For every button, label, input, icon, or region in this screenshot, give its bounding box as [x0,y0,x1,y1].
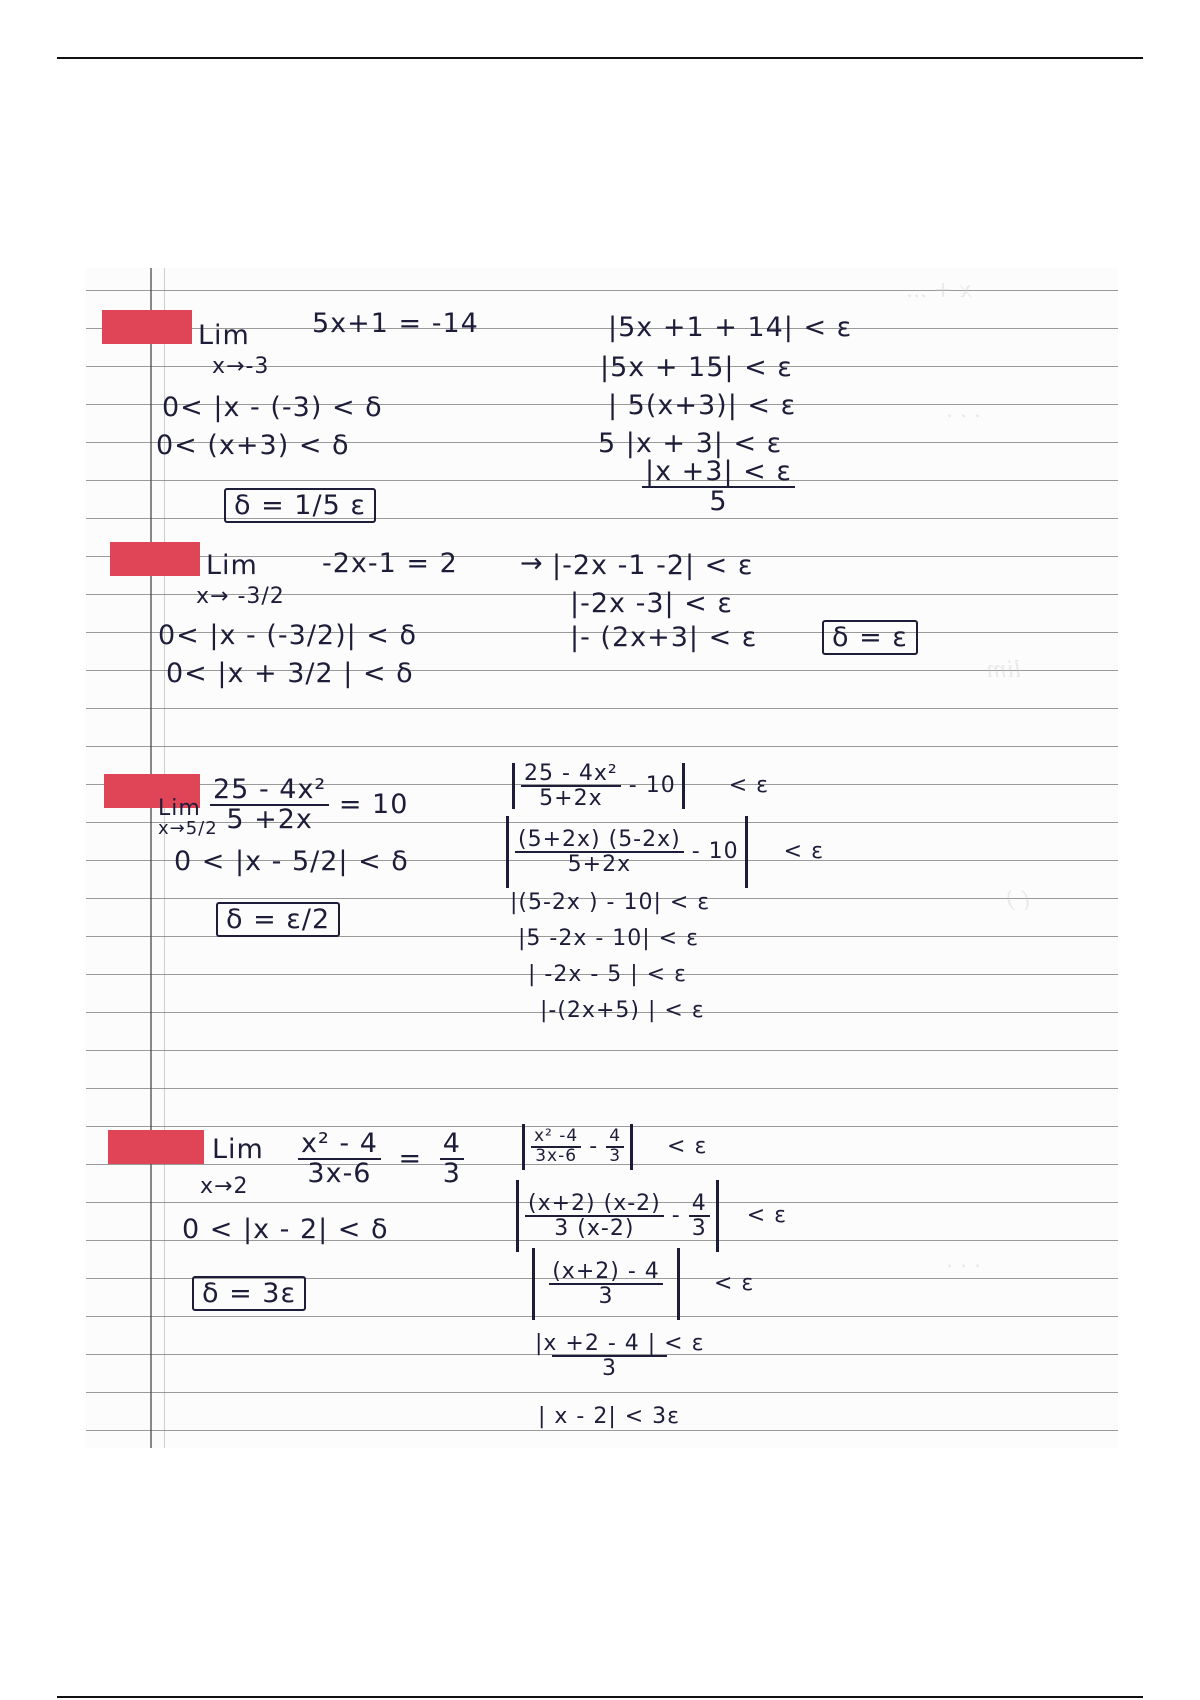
ruled-line [86,746,1118,747]
p4-answer-box: δ = 3ε [192,1276,306,1311]
abs-bar [532,1248,535,1320]
p3-approach: x→5/2 [158,818,218,839]
p3-right-step-3: |(5-2x ) - 10| < ε [510,890,711,915]
notebook-page-photo [86,268,1118,1448]
p2-lim: Lim [206,550,258,581]
abs-bar [522,1124,525,1170]
p3-r2-tail: - 10 [691,839,739,864]
p4-right-step-1 [516,1124,707,1170]
p4-r1-denominator: 3x-6 [535,1146,578,1166]
problem-4-tab [108,1130,204,1164]
p4-r2-numerator: (x+2) (x-2) [525,1192,664,1217]
p1-answer-box: δ = 1/5 ε [224,488,376,523]
p4-r1-minus: - [589,1134,599,1159]
ruled-line [86,1392,1118,1393]
problem-2-tab [110,542,200,576]
p3-r2-numerator: (5+2x) (5-2x) [515,828,684,853]
p4-r3-relation: < ε [714,1271,755,1296]
p1-right-step-5 [642,458,795,517]
problem-1-tab [102,310,192,344]
p3-right-step-5: | -2x - 5 | < ε [528,962,687,987]
header-rule [57,57,1143,59]
margin-line [150,268,152,1448]
p4-rhs-denominator: 3 [442,1158,461,1190]
p3-r2-denominator: 5+2x [567,852,632,877]
abs-bar [677,1248,680,1320]
ruled-line [86,1088,1118,1089]
p1-left-step-1: 0< |x - (-3) < δ [162,392,383,423]
p4-expr-numerator: x² - 4 [298,1130,381,1160]
p2-arrow: → [520,548,544,579]
abs-bar [512,763,515,809]
p4-r2-relation: < ε [746,1203,788,1228]
bleed-through-mark: lim [986,658,1021,683]
abs-bar [506,816,509,888]
bleed-through-mark: x + ... [906,278,972,303]
bleed-through-mark: . . . [946,1248,981,1273]
p3-r1-relation: < ε [728,773,770,799]
p2-answer-box: δ = ε [822,620,918,655]
p1-final-numerator: |x +3| < ε [642,458,795,488]
p4-right-step-5: | x - 2| < 3ε [538,1404,681,1429]
p3-left-step-1: 0 < |x - 5/2| < δ [174,846,409,877]
p4-r1-numerator: x² -4 [531,1128,581,1148]
ruled-line [86,708,1118,709]
p4-left-step-1: 0 < |x - 2| < δ [182,1214,389,1245]
p2-right-step-3: |- (2x+3| < ε [570,622,758,653]
abs-bar [716,1180,719,1252]
p4-r3-denominator: 3 [598,1284,614,1309]
p4-right-step-3 [526,1248,754,1320]
ruled-line [86,480,1118,481]
abs-bar [630,1124,633,1170]
p4-expression [298,1130,464,1189]
p3-lim-block [158,798,218,838]
p1-approach: x→-3 [212,354,270,379]
p2-left-step-2: 0< |x + 3/2 | < δ [166,658,414,689]
p3-expr-denominator: 5 +2x [226,804,313,836]
p3-right-step-6: |-(2x+5) | < ε [540,998,705,1023]
p4-expr-denominator: 3x-6 [307,1158,372,1190]
p1-right-step-1: |5x +1 + 14| < ε [608,312,853,343]
ruled-line [86,1430,1118,1431]
p4-r3-numerator: (x+2) - 4 [549,1260,663,1285]
p4-r1-relation: < ε [667,1134,708,1159]
p1-lim: Lim [198,320,250,351]
p4-approach: x→2 [200,1174,249,1199]
p3-lim: Lim [158,796,201,821]
p1-left-step-2: 0< (x+3) < δ [156,430,350,461]
bleed-through-mark: . . . [946,398,981,423]
p1-right-step-2: |5x + 15| < ε [600,352,793,383]
p2-left-step-1: 0< |x - (-3/2)| < δ [158,620,418,651]
abs-bar [745,816,748,888]
footer-rule [57,1696,1143,1698]
p1-right-step-4: 5 |x + 3| < ε [598,428,783,459]
p3-r2-relation: < ε [783,839,824,864]
p4-r2-rhs-denominator: 3 [691,1216,707,1241]
p3-expression [210,776,408,835]
p4-r4-numerator: |x +2 - 4 | < ε [535,1331,705,1356]
p2-expression: -2x-1 = 2 [322,548,458,579]
bleed-through-mark: ( ) [1006,888,1031,913]
p4-r1-rhs-numerator: 4 [606,1128,624,1148]
p3-right-step-1 [506,762,769,810]
p3-r1-tail: - 10 [628,773,676,799]
abs-bar [516,1180,519,1252]
p2-approach: x→ -3/2 [196,584,285,609]
p3-right-step-2 [500,816,824,888]
p4-r2-rhs-numerator: 4 [689,1192,710,1217]
p1-final-denominator: 5 [709,486,728,518]
p4-rhs-numerator: 4 [440,1130,464,1160]
p4-expr-equals: = [398,1142,423,1174]
p4-right-step-2 [510,1180,787,1252]
p4-r1-rhs-denominator: 3 [609,1146,622,1166]
p3-answer-box: δ = ε/2 [216,902,340,937]
p3-expr-numerator: 25 - 4x² [210,776,329,806]
p3-r1-denominator: 5+2x [539,786,603,812]
p1-expression: 5x+1 = -14 [312,308,479,339]
p4-r2-denominator: 3 (x-2) [554,1216,635,1241]
p4-r2-minus: - [671,1203,681,1228]
p4-lim: Lim [212,1134,264,1165]
p2-right-step-2: |-2x -3| < ε [570,588,733,619]
p4-right-step-4 [532,1332,708,1380]
abs-bar [682,763,685,809]
ruled-line [86,1050,1118,1051]
p2-right-step-1: |-2x -1 -2| < ε [552,550,754,581]
p3-right-step-4: |5 -2x - 10| < ε [518,926,699,951]
p3-expr-equals: = 10 [338,788,409,820]
p3-r1-numerator: 25 - 4x² [521,762,621,787]
p1-right-step-3: | 5(x+3)| < ε [608,390,797,421]
p4-r4-denominator: 3 [552,1355,667,1380]
